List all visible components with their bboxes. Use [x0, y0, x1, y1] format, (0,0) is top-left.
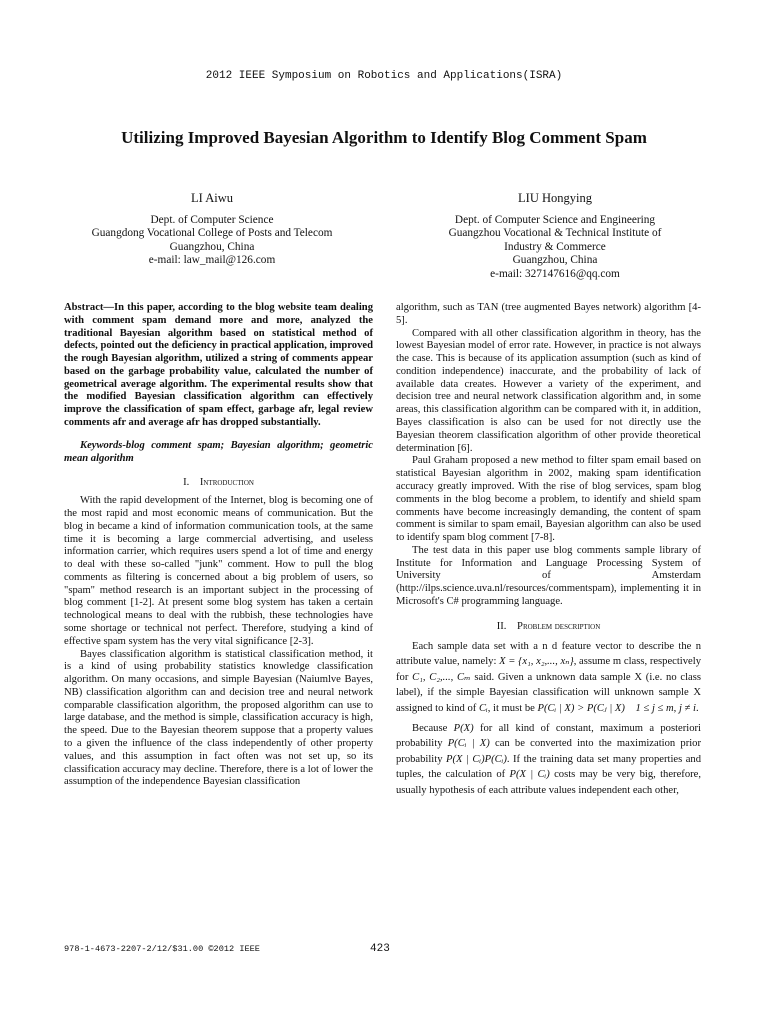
- equation: P(X): [453, 722, 474, 734]
- section-number: II.: [496, 620, 507, 632]
- paper-title: Utilizing Improved Bayesian Algorithm to Identify Blog Comment Spam: [121, 128, 647, 147]
- section-title: Introduction: [199, 477, 254, 489]
- body-paragraph: Paul Graham proposed a new method to filter spam email based on statistical Bayesian algorithm in 2002, making spam identification accuracy greatly improved. With the rise of blog services, spam blog comments in the blog become a problem, to identify and shield spam comments have become increasingly demanding, the content of spam comment is similar to spam email, Bayesian algorithm can also be used to identify spam blog comment [7-8].: [396, 455, 701, 544]
- body-paragraph: Compared with all other classification algorithm in theory, has the lowest Bayesian model of error rate. However, in practice is not always the case. This is because of its application assumption (such as kind of condition independence) inaccurate, and the probability of lack of available data creates. However a variety of the experiment, and decision tree and neural network classification algorithm and, in some areas, this classification algorithm can be compared with it, in addition, Bayes classification is also can be used for not directly use the Bayesian theorem classification algorithm of other provide theoretical determination [6].: [396, 327, 701, 454]
- equation: P(Cᵢ | X) > P(Cⱼ | X): [537, 702, 625, 714]
- text-run: said. Given a unknown data sample X (i.e. no class label), if the simple Bayesian classification will unknown sample X assigned to kind of: [396, 671, 701, 714]
- text-run: , assume m class, respectively for: [396, 656, 701, 683]
- author-name: LI Aiwu: [190, 191, 233, 205]
- author-email: e-mail: law_mail@126.com: [148, 254, 276, 267]
- author-affiliation: Guangzhou Vocational & Technical Institute of: [448, 227, 662, 240]
- author-affiliation: Guangdong Vocational College of Posts and Telecom: [91, 227, 333, 240]
- author-location: Guangzhou, China: [512, 254, 598, 267]
- text-run: for all kind of constant, maximum a posteriori probability: [396, 722, 701, 750]
- text-run: .: [695, 702, 699, 714]
- body-paragraph: Bayes classification algorithm is statistical classification method, it is a kind of using probability statistics knowledge classification algorithm. On many occasions, and simple Bayesian (Naiumlve Bayes, NB) classification algorithm can and decision tree and neural network comparable classification algorithm, the proposed algorithm can use to large database, and the method is simple, classification accuracy is high, the speed. Due to the Bayesian theorem suppose that a property values to a given the influence of the class independently of other property values, and this assumption in fact often was not set up, so its classification accuracy may decline. Therefore, there is a lot of lower the assumption of the independence Bayesian classification: [64, 648, 373, 788]
- body-paragraph-math: [396, 721, 701, 799]
- equation: P(Cᵢ | X): [447, 738, 490, 750]
- page-number: 423: [370, 943, 390, 955]
- right-column: [396, 302, 701, 798]
- body-paragraph: With the rapid development of the Internet, blog is becoming one of the most rapid and most economic means of communication. But the blog in became a kind of information communication tools, at the same time it is becoming a large commercial advertising, and useless information carrier, which requires users spend a lot of time and energy to deal with these so-called "junk" comment. How to pull the blog comments as filtering is concerned about a big problem of users, so "spam" method research is an important subject in the processing of blog comment [1-2]. At present some blog system has taken a certain technological means to deal with the rubbish, these technologies have some shortage or technical not perfect. Therefore, studying a kind of effective spam system has the very vital significance [2-3].: [64, 495, 373, 647]
- author-affiliation: Dept. of Computer Science and Engineering: [454, 213, 656, 226]
- abstract: Abstract—In this paper, according to the blog website team dealing with comment spam demand more and more, analyzed the traditional Bayesian algorithm based on statistical method of defects, pointed out the deficiency in practical application, improved the rough Bayesian algorithm, utilized a string of comments appear based on the garbage probability value, calculated the number of geometrical average algorithm. The experimental results show that the modified Bayesian classification algorithm can effectively improve the classification of spam effect, garbage afr, legal review comments afr and average afr has dropped substantially.: [64, 302, 373, 429]
- equation: C₁, C₂,..., Cₘ: [412, 671, 471, 683]
- keywords: Keywords-blog comment spam; Bayesian algorithm; geometric mean algorithm: [64, 439, 373, 464]
- author-block-2: [400, 192, 710, 282]
- text-run: Because: [412, 722, 454, 734]
- text-run: costs may be very big, therefore, usually hypothesis of each attribute values independent each other,: [396, 769, 701, 796]
- text-run: can be converted into the maximization prior probability: [396, 738, 701, 765]
- author-affiliation: Industry & Commerce: [504, 240, 606, 253]
- equation: X = {x₁, x₂,..., xₙ}: [499, 656, 574, 668]
- footer-copyright: 978-1-4673-2207-2/12/$31.00 ©2012 IEEE: [64, 944, 260, 954]
- author-email: e-mail: 327147616@qq.com: [490, 267, 620, 280]
- text-run: , it must be: [487, 702, 538, 714]
- left-column: [64, 302, 373, 789]
- body-paragraph: algorithm, such as TAN (tree augmented Bayes network) algorithm [4-5].: [396, 302, 701, 326]
- author-name: LIU Hongying: [518, 191, 592, 205]
- text-run: Each sample data set with a n d feature vector to describe the n attribute value, namely:: [396, 640, 701, 668]
- author-block-1: [62, 192, 362, 268]
- body-paragraph: The test data in this paper use blog comments sample library of Institute for Information and Language Processing System of University of Amsterdam (http://ilps.science.uva.nl/resources/commentspam), implementing it in Microsoft's C# programming language.: [396, 544, 701, 607]
- section-heading-problem-description: [396, 621, 701, 634]
- body-paragraph-math: [396, 639, 701, 717]
- author-location: Guangzhou, China: [169, 240, 255, 253]
- conference-header: 2012 IEEE Symposium on Robotics and Applications(ISRA): [205, 70, 563, 82]
- section-number: I.: [183, 477, 190, 489]
- text-run: . If the training data set many properties and tuples, the calculation of: [396, 753, 702, 781]
- equation: Cᵢ: [478, 702, 488, 714]
- equation: P(X | Cᵢ)P(Cᵢ): [445, 753, 507, 765]
- equation: P(X | Cᵢ): [509, 769, 550, 781]
- equation: 1 ≤ j ≤ m, j ≠ i: [635, 702, 696, 714]
- section-heading-introduction: [64, 477, 373, 490]
- author-affiliation: Dept. of Computer Science: [150, 213, 274, 226]
- section-title: Problem description: [517, 620, 601, 632]
